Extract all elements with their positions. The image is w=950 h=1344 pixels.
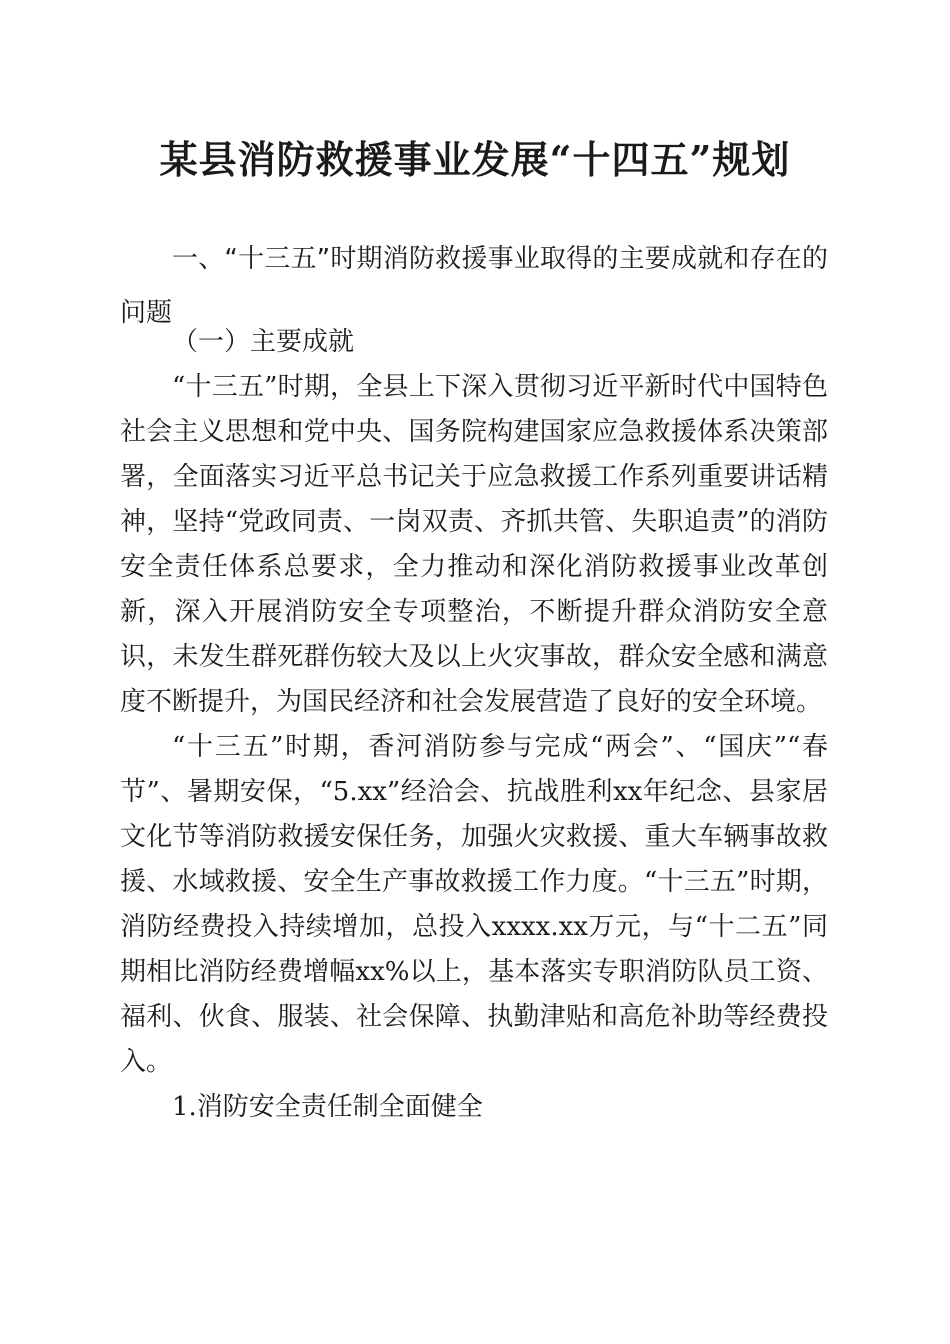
body-paragraph: “十三五”时期，香河消防参与完成“两会”、“国庆”“春节”、暑期安保，“5.xx”经洽会、抗战胜利xx年纪念、县家居文化节等消防救援安保任务，加强火灾救援、重大车辆事故救援、水域救援、安全生产事故救援工作力度。“十三五”时期，消防经费投入持续增加，总投入xxxx.xx万元，与“十二五”同期相比消防经费增幅xx%以上，基本落实专职消防队员工资、福利、伙食、服装、社会保障、执勤津贴和高危补助等经费投入。	[120, 732, 828, 1077]
item-heading: 1.消防安全责任制全面健全	[172, 1092, 483, 1122]
document-title: 某县消防救援事业发展“十四五”规划	[159, 137, 791, 182]
body-paragraph: “十三五”时期，全县上下深入贯彻习近平新时代中国特色社会主义思想和党中央、国务院构建国家应急救援体系决策部署，全面落实习近平总书记关于应急救援工作系列重要讲话精神，坚持“党政同责、一岗双责、齐抓共管、失职追责”的消防安全责任体系总要求，全力推动和深化消防救援事业改革创新，深入开展消防安全专项整治，不断提升群众消防安全意识，未发生群死群伤较大及以上火灾事故，群众安全感和满意度不断提升，为国民经济和社会发展营造了良好的安全环境。	[120, 372, 828, 717]
subsection-heading: （一）主要成就	[172, 327, 355, 357]
section-heading: 一、“十三五”时期消防救援事业取得的主要成就和存在的问题	[120, 244, 828, 328]
